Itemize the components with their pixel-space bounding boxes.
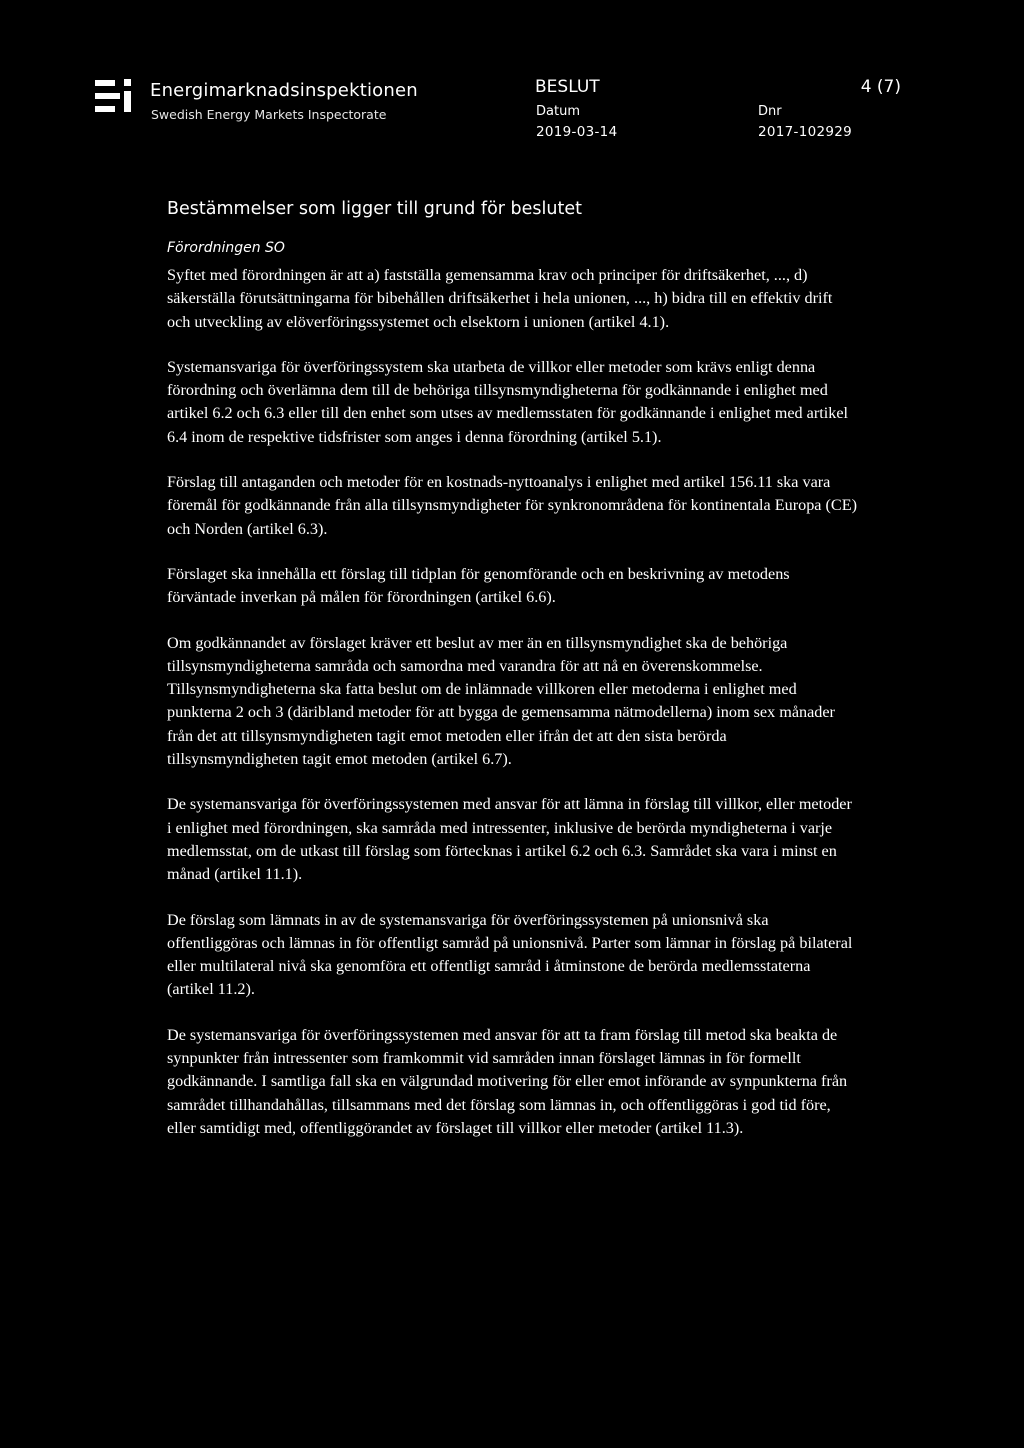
dnr-label: Dnr xyxy=(758,104,782,119)
org-name: Energimarknadsinspektionen xyxy=(150,80,418,101)
section-heading: Bestämmelser som ligger till grund för beslutet xyxy=(167,199,582,219)
paragraph: Syftet med förordningen är att a) fastställa gemensamma krav och principer för driftsäkerhet, ..., d) säkerställa förutsättningarna för bibehållen driftsäkerhet i hela unionen, ..., h) bidra till en effektiv drift och utveckling av elöverföringssystemet och elsektorn i unionen (artikel 4.1). xyxy=(167,266,833,331)
org-subtitle: Swedish Energy Markets Inspectorate xyxy=(151,107,387,122)
paragraph: Om godkännandet av förslaget kräver ett beslut av mer än en tillsynsmyndighet ska de behöriga tillsynsmyndigheterna samråda och samordna med varandra för att nå en överenskommelse. Tillsynsmyndigheterna ska fatta beslut om de inlämnade villkoren eller metoderna i enlighet med punkterna 2 och 3 (däribland metoder för att bygga de gemensamma nätmodellerna) inom sex månader från det att tillsynsmyndigheten tagit emot metoden eller ifrån det att den sista berörda tillsynsmyndigheten tagit emot metoden (artikel 6.7). xyxy=(167,633,835,769)
paragraph: De systemansvariga för överföringssystemen med ansvar för att lämna in förslag till villkor, eller metoder i enlighet med förordningen, ska samråda med intressenter, inklusive de berörda myndigheterna i varje medlemsstat, om de utkast till förslag som förtecknas i artikel 6.2 och 6.3. Samrådet ska vara i minst en månad (artikel 11.1). xyxy=(167,795,852,884)
paragraph: Förslag till antaganden och metoder för en kostnads-nyttoanalys i enlighet med artikel 156.11 ska vara föremål för godkännande från alla tillsynsmyndigheter för synkronområdena för kontinentala Europa (CE) och Norden (artikel 6.3). xyxy=(167,473,857,538)
date-value: 2019-03-14 xyxy=(536,124,618,140)
paragraph: Systemansvariga för överföringssystem ska utarbeta de villkor eller metoder som krävs enligt denna förordning och överlämna dem till de behöriga tillsynsmyndigheterna för godkännande i enlighet med artikel 6.2 och 6.3 eller till den enhet som utses av medlemsstaten för godkännande i enlighet med artikel 6.4 inom de respektive tidsfrister som anges i denna förordning (artikel 5.1). xyxy=(167,357,849,446)
body-text xyxy=(167,264,857,1162)
paragraph: Förslaget ska innehålla ett förslag till tidplan för genomförande och en beskrivning av metodens förväntade inverkan på målen för förordningen (artikel 6.6). xyxy=(167,564,790,607)
section-subheading: Förordningen SO xyxy=(167,240,285,256)
dnr-value: 2017-102929 xyxy=(758,124,853,140)
page-number: 4 (7) xyxy=(860,77,901,97)
date-label: Datum xyxy=(536,104,580,119)
paragraph: De förslag som lämnats in av de systemansvariga för överföringssystemen på unionsnivå ska offentliggöras och lämnas in för offentligt samråd på unionsnivå. Parter som lämnar in förslag på bilateral eller multilateral nivå ska genomföra ett offentligt samråd i åtminstone de berörda medlemsstaterna (artikel 11.2). xyxy=(167,910,853,999)
ei-logo-icon xyxy=(95,78,139,120)
document-type: BESLUT xyxy=(535,77,600,97)
paragraph: De systemansvariga för överföringssystemen med ansvar för att ta fram förslag till metod ska beakta de synpunkter från intressenter som framkommit vid samråden innan förslaget lämnas in för formellt godkännande. I samtliga fall ska en välgrundad motivering för eller emot införande av synpunkterna från samrådet tillhandahållas, tillsammans med det förslag som lämnas in, och offentliggöras i god tid före, eller samtidigt med, offentliggörandet av förslaget till villkor eller metoder (artikel 11.3). xyxy=(167,1025,848,1137)
